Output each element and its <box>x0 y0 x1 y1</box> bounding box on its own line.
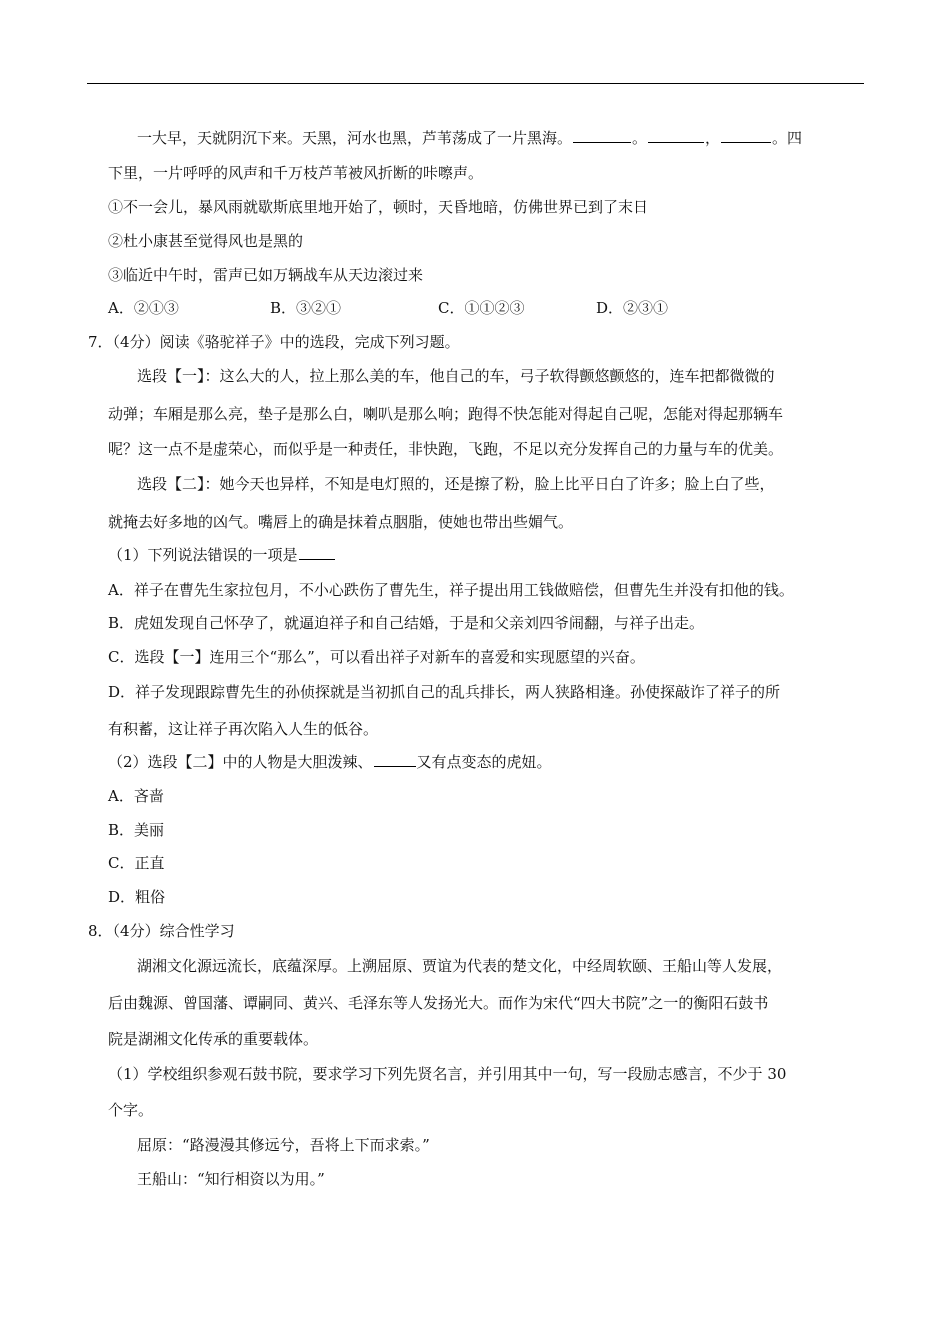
choice-d: D．粗俗 <box>108 888 166 906</box>
passage-line-1: 一大早，天就阴沉下来。天黑，河水也黑，芦苇荡成了一片黑海。 。 ， 。四 <box>137 129 803 147</box>
option-c: C．①①②③ <box>438 299 525 317</box>
header-rule <box>87 83 864 84</box>
answer-blank-3 <box>721 128 771 143</box>
question-8-stem: 8．（4分）综合性学习 <box>88 922 235 940</box>
choice-a: A．吝啬 <box>108 787 164 805</box>
quote-qu-yuan: 屈原：“路漫漫其修远兮，吾将上下而求索。” <box>137 1136 430 1154</box>
answer-blank-1 <box>573 128 631 143</box>
segment-1-line-2: 动弹；车厢是那么亮，垫子是那么白，喇叭是那么响；跑得不快怎能对得起自己呢，怎能对得起那辆车 <box>108 405 784 423</box>
sentence-item-1: ①不一会儿，暴风雨就歇斯底里地开始了，顿时，天昏地暗，仿佛世界已到了末日 <box>108 198 649 216</box>
answer-blank-2 <box>648 128 704 143</box>
answer-blank <box>299 545 335 560</box>
option-d: D．②③① <box>596 299 669 317</box>
passage-line-2: 下里，一片呼呼的风声和千万枝芦苇被风折断的咔嚓声。 <box>108 164 484 182</box>
sub-question-1-line-2: 个字。 <box>108 1101 154 1119</box>
option-a: A．②①③ <box>108 299 179 317</box>
question-7-stem: 7．（4分）阅读《骆驼祥子》中的选段，完成下列习题。 <box>88 333 460 351</box>
segment-2-line-1: 选段【二】：她今天也异样，不知是电灯照的，还是擦了粉，脸上比平日白了许多；脸上白了些， <box>137 475 775 493</box>
sentence-item-3: ③临近中午时，雷声已如万辆战车从天边滚过来 <box>108 266 424 284</box>
choice-c: C．正直 <box>108 854 165 872</box>
segment-2-line-2: 就掩去好多地的凶气。嘴唇上的确是抹着点胭脂，使她也带出些媚气。 <box>108 513 574 531</box>
segment-1-line-1: 选段【一】：这么大的人，拉上那么美的车，他自己的车，弓子软得颤悠颤悠的，连车把都微微的 <box>137 367 775 385</box>
sentence-item-2: ②杜小康甚至觉得风也是黑的 <box>108 232 304 250</box>
sub-question-2: （2）选段【二】中的人物是大胆泼辣、 又有点变态的虎妞。 <box>108 753 552 771</box>
choice-b: B．虎妞发现自己怀孕了，就逼迫祥子和自己结婚，于是和父亲刘四爷闹翻，与祥子出走。 <box>108 614 705 632</box>
choice-d-line-2: 有积蓄，这让祥子再次陷入人生的低谷。 <box>108 720 379 738</box>
passage-text: 一大早，天就阴沉下来。天黑，河水也黑，芦苇荡成了一片黑海。 <box>137 129 573 147</box>
choice-c: C．选段【一】连用三个“那么”，可以看出祥子对新车的喜爱和实现愿望的兴奋。 <box>108 648 645 666</box>
order-options <box>108 298 668 318</box>
quote-wang-chuanshan: 王船山：“知行相资以为用。” <box>137 1170 325 1188</box>
option-b: B．③②① <box>270 299 342 317</box>
intro-line-1: 湖湘文化源远流长，底蕴深厚。上溯屈原、贾谊为代表的楚文化，中经周软颐、王船山等人发展， <box>137 957 783 975</box>
segment-1-line-3: 呢？这一点不是虚荣心，而似乎是一种责任，非快跑，飞跑，不足以充分发挥自己的力量与车的优美。 <box>108 440 784 458</box>
choice-d-line-1: D．祥子发现跟踪曹先生的孙侦探就是当初抓自己的乱兵排长，两人狭路相逢。孙使探敲诈了祥子的所 <box>108 683 781 701</box>
answer-blank <box>374 752 416 767</box>
intro-line-2: 后由魏源、曾国藩、谭嗣同、黄兴、毛泽东等人发扬光大。而作为宋代“四大书院”之一的衡阳石鼓书 <box>108 994 769 1012</box>
sub-question-1: （1）下列说法错误的一项是 <box>108 545 336 565</box>
intro-line-3: 院是湖湘文化传承的重要载体。 <box>108 1030 319 1048</box>
sub-question-1-line-1: （1）学校组织参观石鼓书院，要求学习下列先贤名言，并引用其中一句，写一段励志感言，不少于 30 <box>108 1065 787 1083</box>
choice-b: B．美丽 <box>108 821 165 839</box>
choice-a: A．祥子在曹先生家拉包月，不小心跌伤了曹先生，祥子提出用工钱做赔偿，但曹先生并没有扣他的钱。 <box>108 581 794 599</box>
